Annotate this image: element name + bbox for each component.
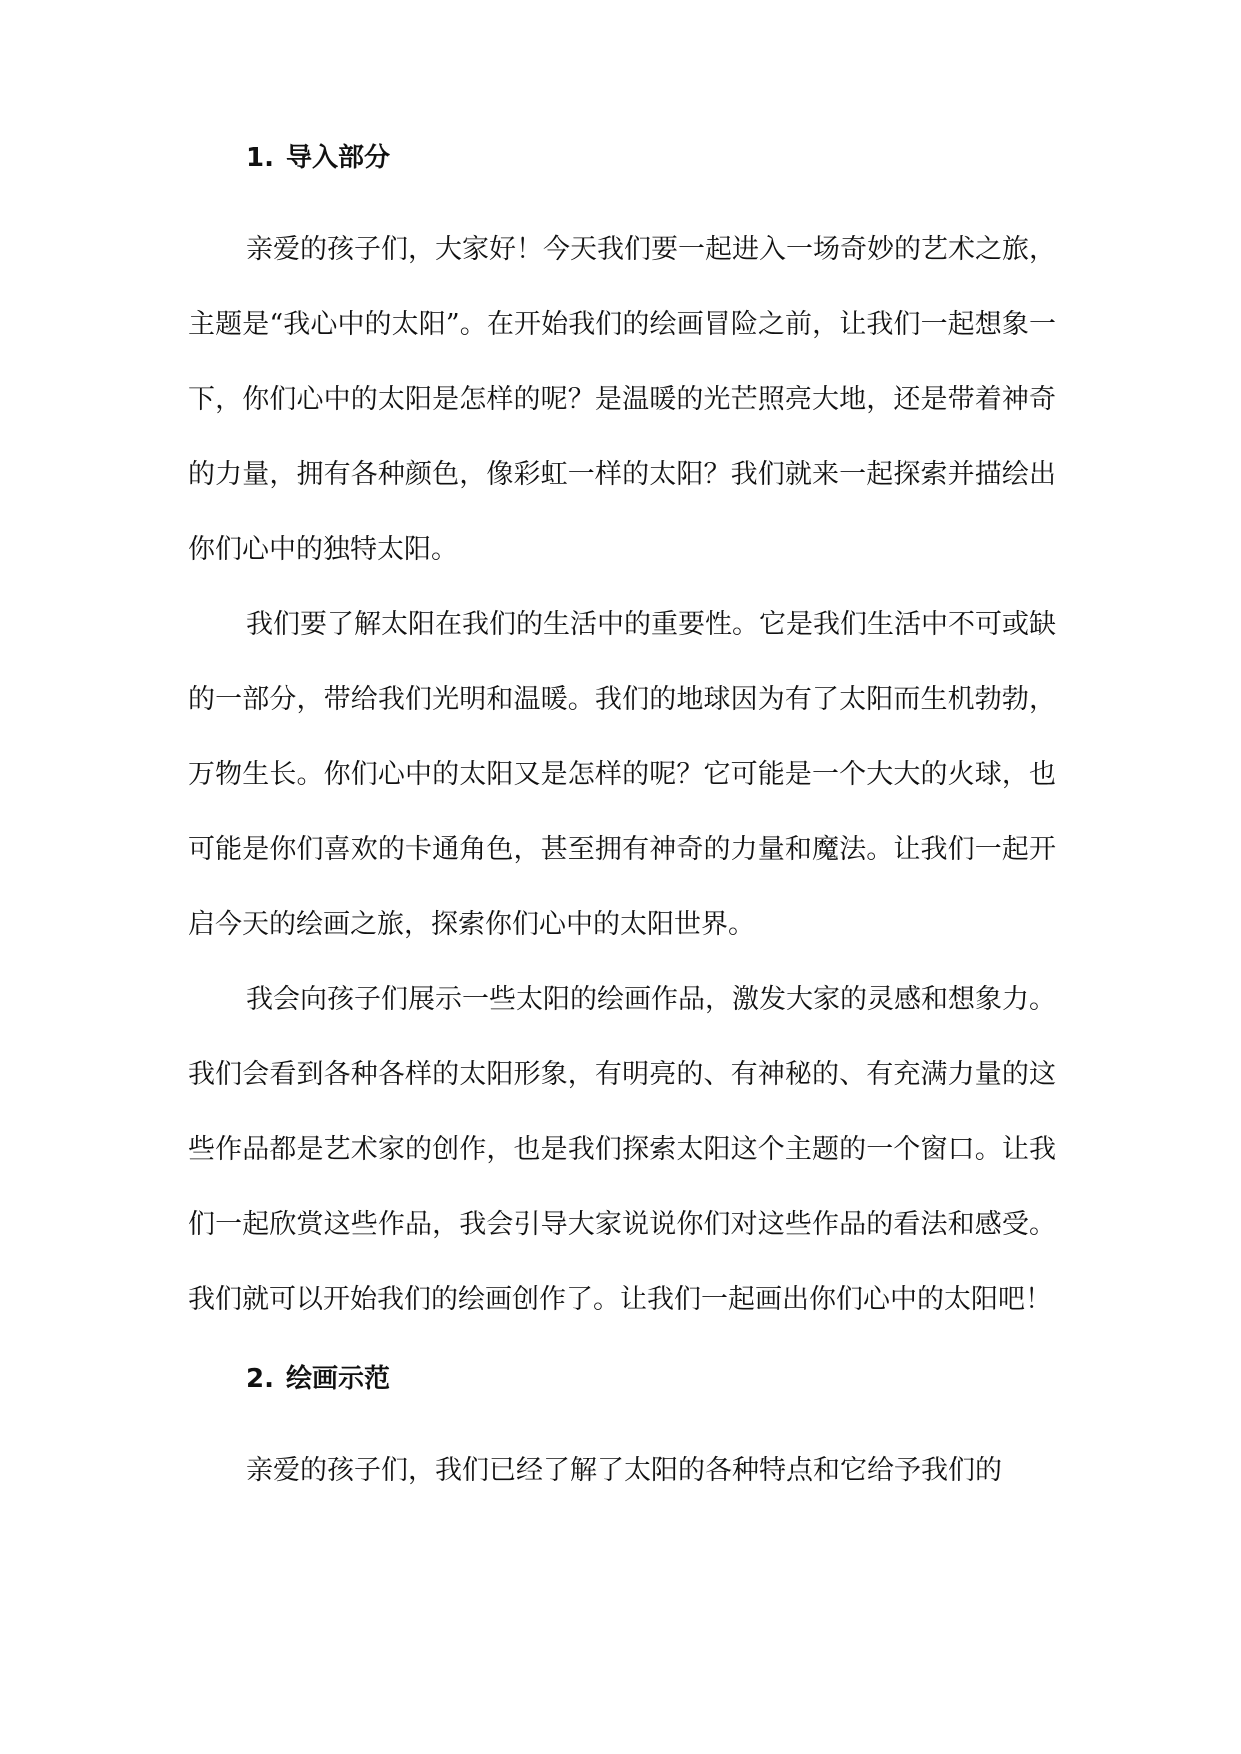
section-title: 绘画示范: [286, 1364, 391, 1394]
document-page: [188, 138, 1056, 1508]
section-number: 1.: [246, 143, 274, 173]
paragraph: 亲爱的孩子们，大家好！今天我们要一起进入一场奇妙的艺术之旅，主题是“我心中的太阳”。在开始我们的绘画冒险之前，让我们一起想象一下，你们心中的太阳是怎样的呢？是温暖的光芒照亮大地，还是带着神奇的力量，拥有各种颜色，像彩虹一样的太阳？我们就来一起探索并描绘出你们心中的独特太阳。: [188, 234, 1056, 565]
paragraph: 我们要了解太阳在我们的生活中的重要性。它是我们生活中不可或缺的一部分，带给我们光明和温暖。我们的地球因为有了太阳而生机勃勃，万物生长。你们心中的太阳又是怎样的呢？它可能是一个大大的火球，也可能是你们喜欢的卡通角色，甚至拥有神奇的力量和魔法。让我们一起开启今天的绘画之旅，探索你们心中的太阳世界。: [188, 609, 1056, 940]
paragraph: 亲爱的孩子们，我们已经了解了太阳的各种特点和它给予我们的: [246, 1455, 1002, 1486]
paragraph: 我会向孩子们展示一些太阳的绘画作品，激发大家的灵感和想象力。我们会看到各种各样的太阳形象，有明亮的、有神秘的、有充满力量的这些作品都是艺术家的创作，也是我们探索太阳这个主题的一个窗口。让我们一起欣赏这些作品，我会引导大家说说你们对这些作品的看法和感受。我们就可以开始我们的绘画创作了。让我们一起画出你们心中的太阳吧！: [188, 984, 1056, 1315]
section-number: 2.: [246, 1364, 274, 1394]
section-heading-1: [188, 138, 1056, 178]
section-title: 导入部分: [286, 143, 391, 173]
section-heading-2: [188, 1359, 1056, 1399]
